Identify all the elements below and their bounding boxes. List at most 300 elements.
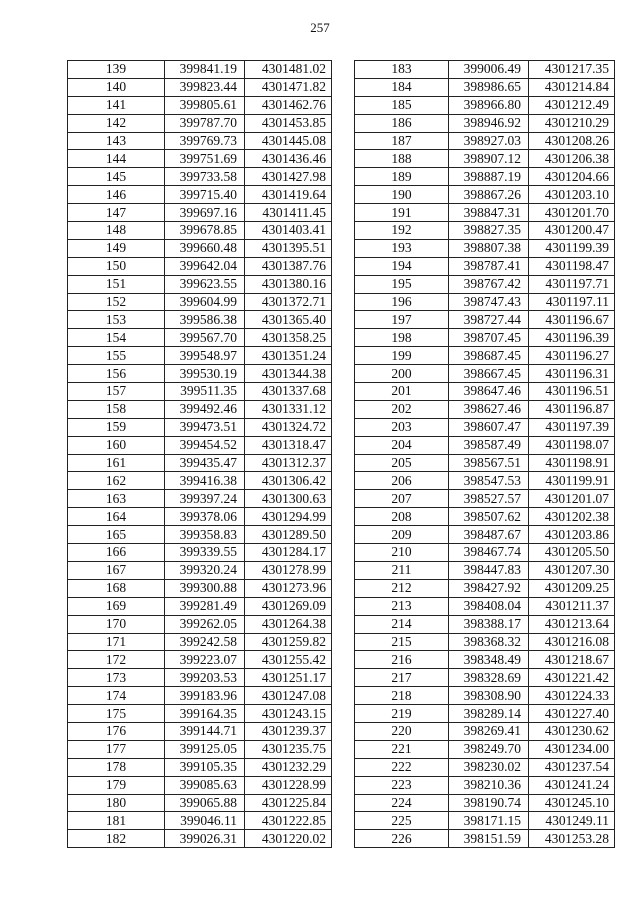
x-coordinate-cell: 399242.58 bbox=[165, 633, 245, 651]
table-row bbox=[68, 776, 332, 794]
y-coordinate-cell: 4301312.37 bbox=[245, 454, 332, 472]
y-coordinate-cell: 4301372.71 bbox=[245, 293, 332, 311]
table-row bbox=[68, 758, 332, 776]
table-row bbox=[68, 400, 332, 418]
y-coordinate-cell: 4301232.29 bbox=[245, 758, 332, 776]
y-coordinate-cell: 4301251.17 bbox=[245, 669, 332, 687]
x-coordinate-cell: 399604.99 bbox=[165, 293, 245, 311]
table-row bbox=[355, 204, 615, 222]
x-coordinate-cell: 399006.49 bbox=[449, 61, 529, 79]
point-number-cell: 163 bbox=[68, 490, 165, 508]
x-coordinate-cell: 398308.90 bbox=[449, 687, 529, 705]
y-coordinate-cell: 4301471.82 bbox=[245, 78, 332, 96]
x-coordinate-cell: 399567.70 bbox=[165, 329, 245, 347]
table-row bbox=[355, 633, 615, 651]
y-coordinate-cell: 4301259.82 bbox=[245, 633, 332, 651]
x-coordinate-cell: 398151.59 bbox=[449, 830, 529, 848]
x-coordinate-cell: 399435.47 bbox=[165, 454, 245, 472]
y-coordinate-cell: 4301212.49 bbox=[529, 96, 615, 114]
table-row bbox=[68, 597, 332, 615]
x-coordinate-cell: 399530.19 bbox=[165, 365, 245, 383]
x-coordinate-cell: 398827.35 bbox=[449, 222, 529, 240]
table-row bbox=[355, 257, 615, 275]
y-coordinate-cell: 4301216.08 bbox=[529, 633, 615, 651]
x-coordinate-cell: 399841.19 bbox=[165, 61, 245, 79]
point-number-cell: 219 bbox=[355, 705, 449, 723]
y-coordinate-cell: 4301197.39 bbox=[529, 418, 615, 436]
point-number-cell: 201 bbox=[355, 383, 449, 401]
table-row bbox=[68, 454, 332, 472]
point-number-cell: 216 bbox=[355, 651, 449, 669]
x-coordinate-cell: 399300.88 bbox=[165, 579, 245, 597]
x-coordinate-cell: 399823.44 bbox=[165, 78, 245, 96]
x-coordinate-cell: 399787.70 bbox=[165, 114, 245, 132]
point-number-cell: 153 bbox=[68, 311, 165, 329]
x-coordinate-cell: 399416.38 bbox=[165, 472, 245, 490]
x-coordinate-cell: 399660.48 bbox=[165, 239, 245, 257]
y-coordinate-cell: 4301453.85 bbox=[245, 114, 332, 132]
x-coordinate-cell: 398927.03 bbox=[449, 132, 529, 150]
point-number-cell: 221 bbox=[355, 740, 449, 758]
table-row bbox=[68, 472, 332, 490]
point-number-cell: 145 bbox=[68, 168, 165, 186]
point-number-cell: 179 bbox=[68, 776, 165, 794]
table-row bbox=[355, 544, 615, 562]
y-coordinate-cell: 4301197.71 bbox=[529, 275, 615, 293]
y-coordinate-cell: 4301245.10 bbox=[529, 794, 615, 812]
table-row bbox=[355, 722, 615, 740]
x-coordinate-cell: 398289.14 bbox=[449, 705, 529, 723]
x-coordinate-cell: 398190.74 bbox=[449, 794, 529, 812]
point-number-cell: 149 bbox=[68, 239, 165, 257]
point-number-cell: 174 bbox=[68, 687, 165, 705]
y-coordinate-cell: 4301214.84 bbox=[529, 78, 615, 96]
x-coordinate-cell: 398408.04 bbox=[449, 597, 529, 615]
x-coordinate-cell: 399751.69 bbox=[165, 150, 245, 168]
y-coordinate-cell: 4301208.26 bbox=[529, 132, 615, 150]
table-row bbox=[68, 168, 332, 186]
x-coordinate-cell: 398587.49 bbox=[449, 436, 529, 454]
table-row bbox=[68, 114, 332, 132]
x-coordinate-cell: 399733.58 bbox=[165, 168, 245, 186]
y-coordinate-cell: 4301284.17 bbox=[245, 544, 332, 562]
point-number-cell: 156 bbox=[68, 365, 165, 383]
y-coordinate-cell: 4301306.42 bbox=[245, 472, 332, 490]
x-coordinate-cell: 399805.61 bbox=[165, 96, 245, 114]
y-coordinate-cell: 4301230.62 bbox=[529, 722, 615, 740]
x-coordinate-cell: 398966.80 bbox=[449, 96, 529, 114]
table-row bbox=[355, 812, 615, 830]
x-coordinate-cell: 398328.69 bbox=[449, 669, 529, 687]
point-number-cell: 215 bbox=[355, 633, 449, 651]
point-number-cell: 159 bbox=[68, 418, 165, 436]
x-coordinate-cell: 398368.32 bbox=[449, 633, 529, 651]
x-coordinate-cell: 398667.45 bbox=[449, 365, 529, 383]
table-row bbox=[355, 490, 615, 508]
y-coordinate-cell: 4301253.28 bbox=[529, 830, 615, 848]
point-number-cell: 150 bbox=[68, 257, 165, 275]
point-number-cell: 170 bbox=[68, 615, 165, 633]
point-number-cell: 190 bbox=[355, 186, 449, 204]
point-number-cell: 223 bbox=[355, 776, 449, 794]
point-number-cell: 155 bbox=[68, 347, 165, 365]
table-row bbox=[355, 347, 615, 365]
y-coordinate-cell: 4301273.96 bbox=[245, 579, 332, 597]
y-coordinate-cell: 4301249.11 bbox=[529, 812, 615, 830]
point-number-cell: 191 bbox=[355, 204, 449, 222]
x-coordinate-cell: 399105.35 bbox=[165, 758, 245, 776]
x-coordinate-cell: 398807.38 bbox=[449, 239, 529, 257]
table-row bbox=[355, 472, 615, 490]
table-row bbox=[355, 61, 615, 79]
table-row bbox=[355, 114, 615, 132]
table-row bbox=[355, 669, 615, 687]
x-coordinate-cell: 399320.24 bbox=[165, 561, 245, 579]
y-coordinate-cell: 4301225.84 bbox=[245, 794, 332, 812]
page-number: 257 bbox=[310, 20, 330, 35]
y-coordinate-cell: 4301243.15 bbox=[245, 705, 332, 723]
table-row bbox=[68, 186, 332, 204]
point-number-cell: 194 bbox=[355, 257, 449, 275]
table-row bbox=[68, 222, 332, 240]
point-number-cell: 211 bbox=[355, 561, 449, 579]
table-row bbox=[355, 78, 615, 96]
point-number-cell: 144 bbox=[68, 150, 165, 168]
table-row bbox=[68, 705, 332, 723]
table-row bbox=[68, 132, 332, 150]
y-coordinate-cell: 4301197.11 bbox=[529, 293, 615, 311]
point-number-cell: 162 bbox=[68, 472, 165, 490]
x-coordinate-cell: 398647.46 bbox=[449, 383, 529, 401]
table-row bbox=[68, 669, 332, 687]
table-row bbox=[355, 687, 615, 705]
y-coordinate-cell: 4301462.76 bbox=[245, 96, 332, 114]
table-row bbox=[355, 365, 615, 383]
x-coordinate-cell: 399642.04 bbox=[165, 257, 245, 275]
y-coordinate-cell: 4301241.24 bbox=[529, 776, 615, 794]
y-coordinate-cell: 4301196.67 bbox=[529, 311, 615, 329]
y-coordinate-cell: 4301227.40 bbox=[529, 705, 615, 723]
table-row bbox=[355, 794, 615, 812]
y-coordinate-cell: 4301198.07 bbox=[529, 436, 615, 454]
table-row bbox=[68, 418, 332, 436]
x-coordinate-cell: 398447.83 bbox=[449, 561, 529, 579]
table-row bbox=[68, 204, 332, 222]
y-coordinate-cell: 4301196.31 bbox=[529, 365, 615, 383]
x-coordinate-cell: 398887.19 bbox=[449, 168, 529, 186]
x-coordinate-cell: 398171.15 bbox=[449, 812, 529, 830]
coordinates-table-right bbox=[354, 60, 615, 848]
x-coordinate-cell: 398388.17 bbox=[449, 615, 529, 633]
x-coordinate-cell: 398627.46 bbox=[449, 400, 529, 418]
point-number-cell: 200 bbox=[355, 365, 449, 383]
y-coordinate-cell: 4301196.51 bbox=[529, 383, 615, 401]
table-row bbox=[355, 311, 615, 329]
point-number-cell: 177 bbox=[68, 740, 165, 758]
point-number-cell: 224 bbox=[355, 794, 449, 812]
y-coordinate-cell: 4301228.99 bbox=[245, 776, 332, 794]
y-coordinate-cell: 4301411.45 bbox=[245, 204, 332, 222]
table-row bbox=[355, 222, 615, 240]
table-row bbox=[68, 365, 332, 383]
table-row bbox=[68, 329, 332, 347]
y-coordinate-cell: 4301365.40 bbox=[245, 311, 332, 329]
point-number-cell: 222 bbox=[355, 758, 449, 776]
table-row bbox=[355, 651, 615, 669]
x-coordinate-cell: 399492.46 bbox=[165, 400, 245, 418]
table-row bbox=[355, 186, 615, 204]
y-coordinate-cell: 4301427.98 bbox=[245, 168, 332, 186]
point-number-cell: 196 bbox=[355, 293, 449, 311]
y-coordinate-cell: 4301200.47 bbox=[529, 222, 615, 240]
table-row bbox=[68, 740, 332, 758]
y-coordinate-cell: 4301218.67 bbox=[529, 651, 615, 669]
table-row bbox=[68, 544, 332, 562]
y-coordinate-cell: 4301387.76 bbox=[245, 257, 332, 275]
table-row bbox=[68, 239, 332, 257]
x-coordinate-cell: 399085.63 bbox=[165, 776, 245, 794]
y-coordinate-cell: 4301224.33 bbox=[529, 687, 615, 705]
point-number-cell: 220 bbox=[355, 722, 449, 740]
y-coordinate-cell: 4301207.30 bbox=[529, 561, 615, 579]
y-coordinate-cell: 4301289.50 bbox=[245, 526, 332, 544]
x-coordinate-cell: 399046.11 bbox=[165, 812, 245, 830]
point-number-cell: 195 bbox=[355, 275, 449, 293]
x-coordinate-cell: 399223.07 bbox=[165, 651, 245, 669]
point-number-cell: 158 bbox=[68, 400, 165, 418]
point-number-cell: 225 bbox=[355, 812, 449, 830]
point-number-cell: 139 bbox=[68, 61, 165, 79]
x-coordinate-cell: 398767.42 bbox=[449, 275, 529, 293]
point-number-cell: 152 bbox=[68, 293, 165, 311]
y-coordinate-cell: 4301198.47 bbox=[529, 257, 615, 275]
y-coordinate-cell: 4301324.72 bbox=[245, 418, 332, 436]
point-number-cell: 173 bbox=[68, 669, 165, 687]
point-number-cell: 186 bbox=[355, 114, 449, 132]
point-number-cell: 204 bbox=[355, 436, 449, 454]
table-row bbox=[355, 508, 615, 526]
point-number-cell: 143 bbox=[68, 132, 165, 150]
table-row bbox=[68, 293, 332, 311]
table-row bbox=[355, 293, 615, 311]
table-row bbox=[355, 579, 615, 597]
y-coordinate-cell: 4301199.91 bbox=[529, 472, 615, 490]
x-coordinate-cell: 399548.97 bbox=[165, 347, 245, 365]
x-coordinate-cell: 398847.31 bbox=[449, 204, 529, 222]
point-number-cell: 184 bbox=[355, 78, 449, 96]
coordinates-table-left bbox=[67, 60, 332, 848]
x-coordinate-cell: 398787.41 bbox=[449, 257, 529, 275]
point-number-cell: 214 bbox=[355, 615, 449, 633]
x-coordinate-cell: 399473.51 bbox=[165, 418, 245, 436]
point-number-cell: 185 bbox=[355, 96, 449, 114]
x-coordinate-cell: 398607.47 bbox=[449, 418, 529, 436]
table-row bbox=[355, 597, 615, 615]
x-coordinate-cell: 398527.57 bbox=[449, 490, 529, 508]
table-row bbox=[355, 239, 615, 257]
x-coordinate-cell: 399769.73 bbox=[165, 132, 245, 150]
point-number-cell: 207 bbox=[355, 490, 449, 508]
table-row bbox=[68, 61, 332, 79]
y-coordinate-cell: 4301220.02 bbox=[245, 830, 332, 848]
x-coordinate-cell: 399397.24 bbox=[165, 490, 245, 508]
x-coordinate-cell: 398946.92 bbox=[449, 114, 529, 132]
x-coordinate-cell: 398487.67 bbox=[449, 526, 529, 544]
table-row bbox=[68, 257, 332, 275]
x-coordinate-cell: 399262.05 bbox=[165, 615, 245, 633]
table-row bbox=[68, 633, 332, 651]
point-number-cell: 212 bbox=[355, 579, 449, 597]
y-coordinate-cell: 4301403.41 bbox=[245, 222, 332, 240]
point-number-cell: 192 bbox=[355, 222, 449, 240]
x-coordinate-cell: 399065.88 bbox=[165, 794, 245, 812]
y-coordinate-cell: 4301196.27 bbox=[529, 347, 615, 365]
point-number-cell: 182 bbox=[68, 830, 165, 848]
y-coordinate-cell: 4301269.09 bbox=[245, 597, 332, 615]
table-row bbox=[355, 740, 615, 758]
y-coordinate-cell: 4301209.25 bbox=[529, 579, 615, 597]
x-coordinate-cell: 398727.44 bbox=[449, 311, 529, 329]
x-coordinate-cell: 398707.45 bbox=[449, 329, 529, 347]
table-row bbox=[68, 508, 332, 526]
y-coordinate-cell: 4301204.66 bbox=[529, 168, 615, 186]
y-coordinate-cell: 4301300.63 bbox=[245, 490, 332, 508]
point-number-cell: 198 bbox=[355, 329, 449, 347]
point-number-cell: 180 bbox=[68, 794, 165, 812]
x-coordinate-cell: 399586.38 bbox=[165, 311, 245, 329]
x-coordinate-cell: 398269.41 bbox=[449, 722, 529, 740]
y-coordinate-cell: 4301221.42 bbox=[529, 669, 615, 687]
y-coordinate-cell: 4301217.35 bbox=[529, 61, 615, 79]
y-coordinate-cell: 4301255.42 bbox=[245, 651, 332, 669]
x-coordinate-cell: 398747.43 bbox=[449, 293, 529, 311]
y-coordinate-cell: 4301358.25 bbox=[245, 329, 332, 347]
y-coordinate-cell: 4301247.08 bbox=[245, 687, 332, 705]
point-number-cell: 151 bbox=[68, 275, 165, 293]
table-row bbox=[355, 561, 615, 579]
x-coordinate-cell: 398867.26 bbox=[449, 186, 529, 204]
point-number-cell: 146 bbox=[68, 186, 165, 204]
point-number-cell: 166 bbox=[68, 544, 165, 562]
y-coordinate-cell: 4301199.39 bbox=[529, 239, 615, 257]
y-coordinate-cell: 4301294.99 bbox=[245, 508, 332, 526]
y-coordinate-cell: 4301196.87 bbox=[529, 400, 615, 418]
point-number-cell: 160 bbox=[68, 436, 165, 454]
x-coordinate-cell: 399623.55 bbox=[165, 275, 245, 293]
table-row bbox=[355, 705, 615, 723]
point-number-cell: 206 bbox=[355, 472, 449, 490]
y-coordinate-cell: 4301201.70 bbox=[529, 204, 615, 222]
table-row bbox=[355, 436, 615, 454]
y-coordinate-cell: 4301264.38 bbox=[245, 615, 332, 633]
table-row bbox=[355, 418, 615, 436]
point-number-cell: 209 bbox=[355, 526, 449, 544]
point-number-cell: 205 bbox=[355, 454, 449, 472]
point-number-cell: 197 bbox=[355, 311, 449, 329]
y-coordinate-cell: 4301239.37 bbox=[245, 722, 332, 740]
x-coordinate-cell: 399715.40 bbox=[165, 186, 245, 204]
x-coordinate-cell: 398230.02 bbox=[449, 758, 529, 776]
x-coordinate-cell: 399183.96 bbox=[165, 687, 245, 705]
y-coordinate-cell: 4301210.29 bbox=[529, 114, 615, 132]
y-coordinate-cell: 4301344.38 bbox=[245, 365, 332, 383]
point-number-cell: 193 bbox=[355, 239, 449, 257]
y-coordinate-cell: 4301395.51 bbox=[245, 239, 332, 257]
x-coordinate-cell: 398687.45 bbox=[449, 347, 529, 365]
x-coordinate-cell: 399378.06 bbox=[165, 508, 245, 526]
point-number-cell: 188 bbox=[355, 150, 449, 168]
point-number-cell: 213 bbox=[355, 597, 449, 615]
table-row bbox=[355, 615, 615, 633]
table-row bbox=[355, 329, 615, 347]
table-row bbox=[355, 758, 615, 776]
point-number-cell: 168 bbox=[68, 579, 165, 597]
point-number-cell: 175 bbox=[68, 705, 165, 723]
x-coordinate-cell: 399125.05 bbox=[165, 740, 245, 758]
x-coordinate-cell: 398547.53 bbox=[449, 472, 529, 490]
table-row bbox=[68, 651, 332, 669]
table-row bbox=[68, 78, 332, 96]
x-coordinate-cell: 399281.49 bbox=[165, 597, 245, 615]
table-row bbox=[68, 275, 332, 293]
table-row bbox=[68, 830, 332, 848]
table-row bbox=[355, 526, 615, 544]
table-row bbox=[68, 722, 332, 740]
table-row bbox=[355, 383, 615, 401]
x-coordinate-cell: 398249.70 bbox=[449, 740, 529, 758]
x-coordinate-cell: 399164.35 bbox=[165, 705, 245, 723]
point-number-cell: 176 bbox=[68, 722, 165, 740]
point-number-cell: 181 bbox=[68, 812, 165, 830]
point-number-cell: 161 bbox=[68, 454, 165, 472]
x-coordinate-cell: 398567.51 bbox=[449, 454, 529, 472]
point-number-cell: 189 bbox=[355, 168, 449, 186]
table-row bbox=[68, 794, 332, 812]
y-coordinate-cell: 4301351.24 bbox=[245, 347, 332, 365]
table-row bbox=[355, 400, 615, 418]
point-number-cell: 140 bbox=[68, 78, 165, 96]
point-number-cell: 187 bbox=[355, 132, 449, 150]
x-coordinate-cell: 399697.16 bbox=[165, 204, 245, 222]
table-row bbox=[68, 615, 332, 633]
y-coordinate-cell: 4301235.75 bbox=[245, 740, 332, 758]
y-coordinate-cell: 4301203.86 bbox=[529, 526, 615, 544]
y-coordinate-cell: 4301222.85 bbox=[245, 812, 332, 830]
point-number-cell: 141 bbox=[68, 96, 165, 114]
point-number-cell: 164 bbox=[68, 508, 165, 526]
y-coordinate-cell: 4301436.46 bbox=[245, 150, 332, 168]
point-number-cell: 167 bbox=[68, 561, 165, 579]
table-row bbox=[355, 168, 615, 186]
x-coordinate-cell: 399511.35 bbox=[165, 383, 245, 401]
table-row bbox=[68, 436, 332, 454]
point-number-cell: 208 bbox=[355, 508, 449, 526]
point-number-cell: 157 bbox=[68, 383, 165, 401]
table-row bbox=[355, 132, 615, 150]
table-row bbox=[68, 687, 332, 705]
point-number-cell: 169 bbox=[68, 597, 165, 615]
point-number-cell: 218 bbox=[355, 687, 449, 705]
point-number-cell: 154 bbox=[68, 329, 165, 347]
y-coordinate-cell: 4301237.54 bbox=[529, 758, 615, 776]
y-coordinate-cell: 4301211.37 bbox=[529, 597, 615, 615]
table-row bbox=[355, 454, 615, 472]
point-number-cell: 202 bbox=[355, 400, 449, 418]
table-row bbox=[68, 526, 332, 544]
point-number-cell: 171 bbox=[68, 633, 165, 651]
table-row bbox=[68, 347, 332, 365]
table-row bbox=[68, 579, 332, 597]
